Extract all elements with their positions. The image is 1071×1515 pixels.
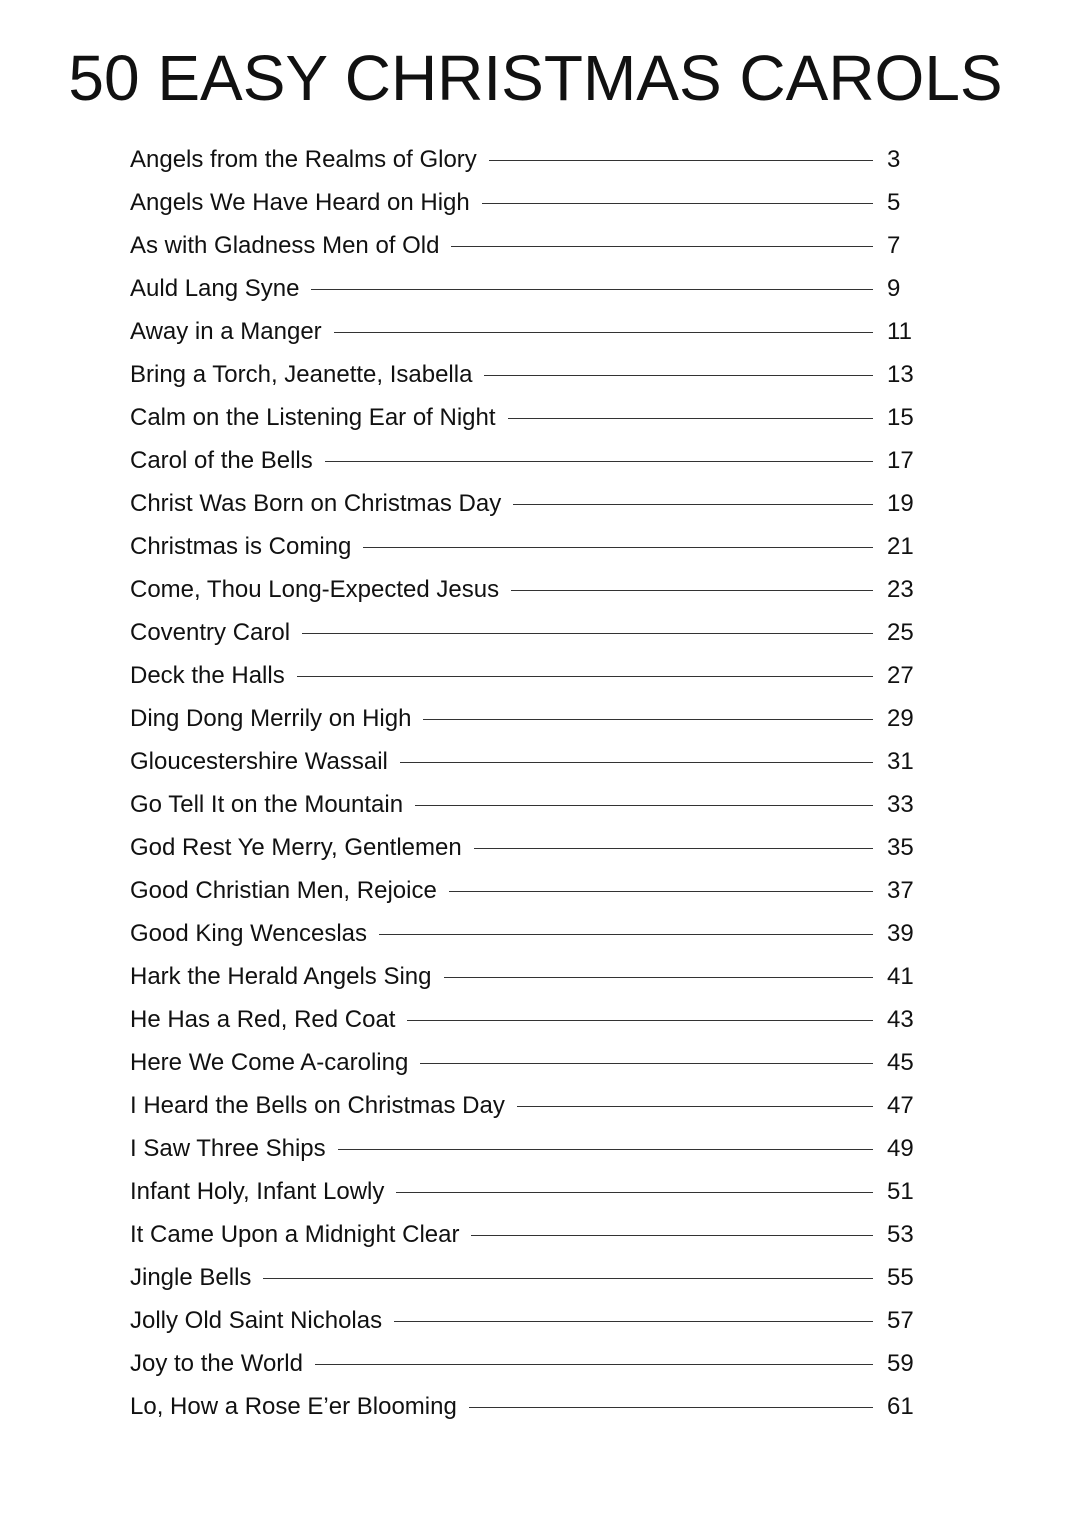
toc-entry[interactable] (130, 529, 930, 572)
toc-entry-title: Come, Thou Long-Expected Jesus (130, 576, 500, 603)
toc-entry[interactable] (130, 400, 930, 443)
toc-entry[interactable] (130, 357, 930, 400)
toc-entry-title: Christ Was Born on Christmas Day (130, 490, 502, 517)
toc-entry-title: Calm on the Listening Ear of Night (130, 404, 496, 431)
toc-entry-page-number: 49 (887, 1135, 914, 1162)
toc-entry-page-number: 9 (887, 275, 901, 302)
table-of-contents (130, 142, 930, 1432)
toc-entry-title: Good Christian Men, Rejoice (130, 877, 437, 904)
toc-entry-page-number: 23 (887, 576, 914, 603)
toc-leader-line (315, 1363, 873, 1365)
toc-entry[interactable] (130, 486, 930, 529)
toc-leader-line (474, 847, 873, 849)
toc-entry-page-number: 21 (887, 533, 914, 560)
toc-entry-title: He Has a Red, Red Coat (130, 1006, 396, 1033)
toc-entry-title: Angels from the Realms of Glory (130, 146, 477, 173)
toc-entry-page-number: 55 (887, 1264, 914, 1291)
toc-entry[interactable] (130, 830, 930, 873)
toc-leader-line (489, 159, 873, 161)
toc-entry-title: Good King Wenceslas (130, 920, 368, 947)
toc-entry[interactable] (130, 1002, 930, 1045)
toc-entry-page-number: 17 (887, 447, 914, 474)
toc-entry-title: It Came Upon a Midnight Clear (130, 1221, 460, 1248)
toc-leader-line (471, 1234, 873, 1236)
page-title: 50 EASY CHRISTMAS CAROLS (68, 42, 1003, 114)
toc-entry-title: I Saw Three Ships (130, 1135, 326, 1162)
toc-entry-page-number: 47 (887, 1092, 914, 1119)
toc-entry-title: God Rest Ye Merry, Gentlemen (130, 834, 462, 861)
toc-entry-title: Jolly Old Saint Nicholas (130, 1307, 383, 1334)
toc-entry-title: Coventry Carol (130, 619, 291, 646)
toc-leader-line (444, 976, 874, 978)
toc-entry-page-number: 25 (887, 619, 914, 646)
toc-leader-line (517, 1105, 873, 1107)
toc-entry[interactable] (130, 1174, 930, 1217)
toc-entry-page-number: 27 (887, 662, 914, 689)
toc-entry-page-number: 45 (887, 1049, 914, 1076)
toc-leader-line (311, 288, 873, 290)
toc-leader-line (482, 202, 873, 204)
toc-entry-page-number: 39 (887, 920, 914, 947)
toc-entry[interactable] (130, 873, 930, 916)
toc-entry-title: Joy to the World (130, 1350, 303, 1377)
toc-entry[interactable] (130, 701, 930, 744)
toc-leader-line (379, 933, 873, 935)
toc-entry-page-number: 19 (887, 490, 914, 517)
toc-entry-page-number: 31 (887, 748, 914, 775)
toc-entry-title: Gloucestershire Wassail (130, 748, 388, 775)
toc-entry-title: Christmas is Coming (130, 533, 352, 560)
toc-entry-title: Deck the Halls (130, 662, 285, 689)
toc-leader-line (508, 417, 873, 419)
toc-entry[interactable] (130, 1217, 930, 1260)
toc-entry-page-number: 11 (887, 318, 912, 345)
toc-entry-title: Go Tell It on the Mountain (130, 791, 404, 818)
toc-leader-line (423, 718, 873, 720)
toc-entry-page-number: 59 (887, 1350, 914, 1377)
toc-entry-page-number: 35 (887, 834, 914, 861)
toc-leader-line (451, 245, 873, 247)
toc-entry-page-number: 51 (887, 1178, 914, 1205)
toc-entry-page-number: 43 (887, 1006, 914, 1033)
toc-entry-title: Auld Lang Syne (130, 275, 300, 302)
toc-entry-title: Carol of the Bells (130, 447, 313, 474)
toc-entry-page-number: 33 (887, 791, 914, 818)
toc-leader-line (394, 1320, 873, 1322)
toc-leader-line (297, 675, 873, 677)
toc-entry[interactable] (130, 744, 930, 787)
toc-entry-title: Ding Dong Merrily on High (130, 705, 412, 732)
toc-entry-page-number: 15 (887, 404, 914, 431)
toc-entry-title: Bring a Torch, Jeanette, Isabella (130, 361, 473, 388)
toc-entry[interactable] (130, 1088, 930, 1131)
toc-leader-line (420, 1062, 873, 1064)
toc-entry[interactable] (130, 228, 930, 271)
toc-leader-line (263, 1277, 873, 1279)
toc-entry[interactable] (130, 658, 930, 701)
toc-leader-line (469, 1406, 873, 1408)
toc-entry[interactable] (130, 572, 930, 615)
toc-entry[interactable] (130, 916, 930, 959)
toc-entry[interactable] (130, 1389, 930, 1432)
toc-entry-title: Hark the Herald Angels Sing (130, 963, 432, 990)
toc-entry[interactable] (130, 615, 930, 658)
toc-entry-title: Here We Come A-caroling (130, 1049, 409, 1076)
toc-entry[interactable] (130, 1131, 930, 1174)
toc-entry-title: Infant Holy, Infant Lowly (130, 1178, 385, 1205)
toc-entry[interactable] (130, 271, 930, 314)
toc-entry[interactable] (130, 185, 930, 228)
toc-entry-title: Lo, How a Rose E’er Blooming (130, 1393, 457, 1420)
toc-entry-page-number: 29 (887, 705, 914, 732)
toc-entry-title: Away in a Manger (130, 318, 322, 345)
toc-leader-line (338, 1148, 873, 1150)
toc-entry-page-number: 37 (887, 877, 914, 904)
toc-entry-title: I Heard the Bells on Christmas Day (130, 1092, 505, 1119)
toc-entry[interactable] (130, 787, 930, 830)
toc-entry-page-number: 13 (887, 361, 914, 388)
toc-entry-title: As with Gladness Men of Old (130, 232, 440, 259)
toc-entry-page-number: 3 (887, 146, 901, 173)
toc-entry[interactable] (130, 142, 930, 185)
toc-leader-line (484, 374, 873, 376)
toc-entry[interactable] (130, 443, 930, 486)
toc-leader-line (407, 1019, 873, 1021)
toc-leader-line (302, 632, 873, 634)
toc-entry-page-number: 61 (887, 1393, 914, 1420)
toc-leader-line (511, 589, 873, 591)
toc-entry[interactable] (130, 959, 930, 1002)
toc-entry-page-number: 57 (887, 1307, 914, 1334)
toc-entry[interactable] (130, 1045, 930, 1088)
toc-leader-line (334, 331, 873, 333)
toc-entry[interactable] (130, 314, 930, 357)
toc-entry-title: Jingle Bells (130, 1264, 252, 1291)
toc-entry-page-number: 53 (887, 1221, 914, 1248)
toc-leader-line (400, 761, 873, 763)
toc-entry[interactable] (130, 1346, 930, 1389)
toc-entry[interactable] (130, 1260, 930, 1303)
toc-entry-page-number: 41 (887, 963, 914, 990)
toc-entry-page-number: 7 (887, 232, 901, 259)
toc-leader-line (415, 804, 873, 806)
toc-entry-page-number: 5 (887, 189, 901, 216)
toc-leader-line (449, 890, 873, 892)
toc-leader-line (396, 1191, 873, 1193)
toc-leader-line (363, 546, 873, 548)
toc-leader-line (513, 503, 873, 505)
toc-entry-title: Angels We Have Heard on High (130, 189, 470, 216)
toc-leader-line (325, 460, 873, 462)
toc-entry[interactable] (130, 1303, 930, 1346)
